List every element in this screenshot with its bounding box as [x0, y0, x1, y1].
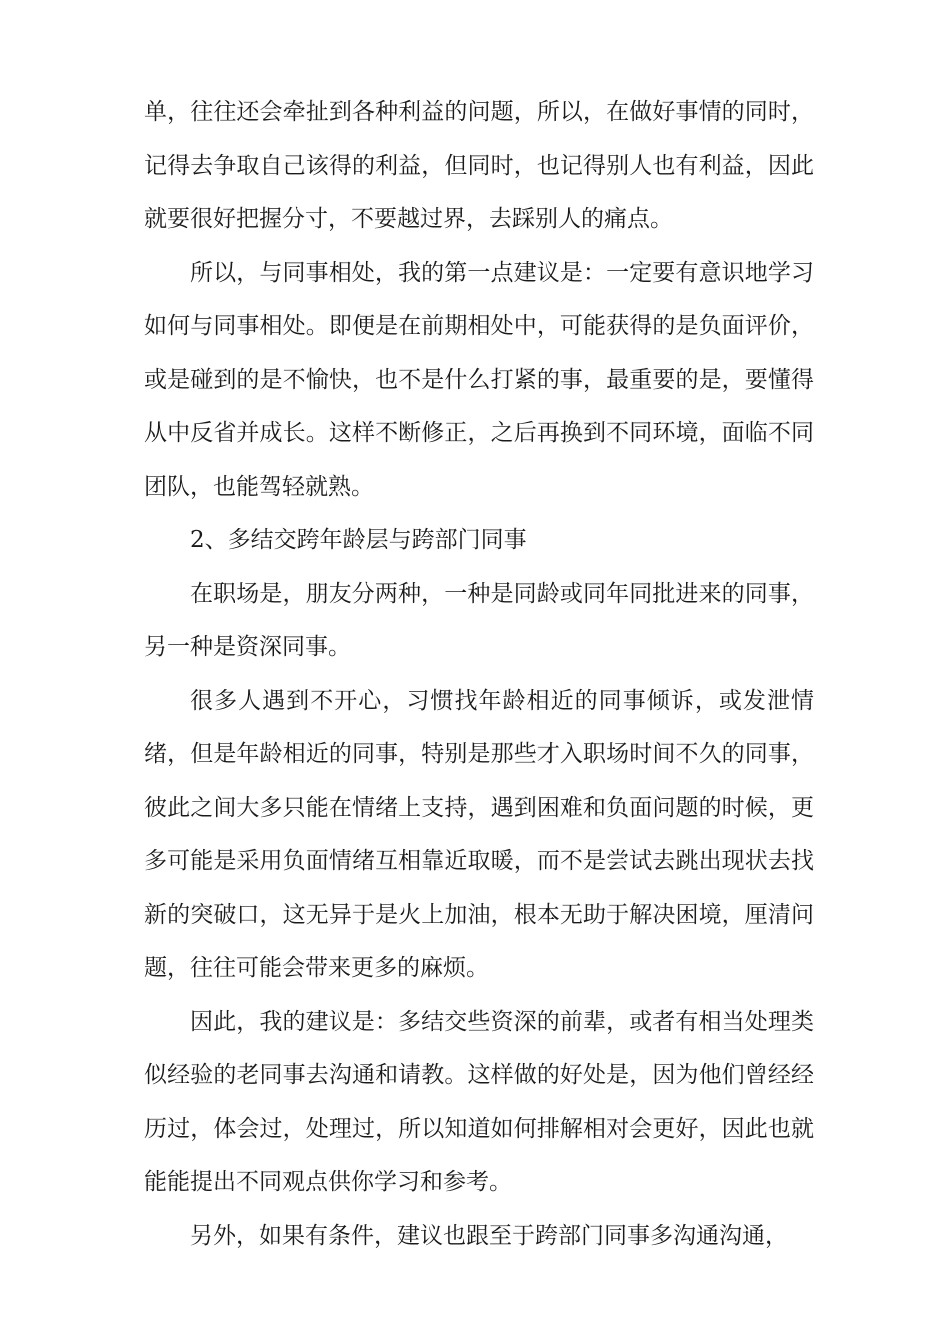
document-body [144, 86, 814, 1263]
paragraph-same-age-colleagues: 很多人遇到不开心，习惯找年龄相近的同事倾诉，或发泄情绪，但是年龄相近的同事，特别是那些才入职场时间不久的同事，彼此之间大多只能在情绪上支持，遇到困难和负面问题的时候，更多可能是采用负面情绪互相靠近取暖，而不是尝试去跳出现状去找新的突破口，这无异于是火上加油，根本无助于解决困境，厘清问题，往往可能会带来更多的麻烦。 [144, 687, 814, 981]
paragraph-cross-department: 另外，如果有条件，建议也跟至于跨部门同事多沟通沟通， [190, 1222, 788, 1249]
paragraph-senior-colleagues: 因此，我的建议是：多结交些资深的前辈，或者有相当处理类似经验的老同事去沟通和请教。这样做的好处是，因为他们曾经经历过，体会过，处理过，所以知道如何排解相对会更好，因此也就能能提出不同观点供你学习和参考。 [144, 1008, 814, 1195]
paragraph-continuation: 单，往往还会牵扯到各种利益的问题，所以，在做好事情的同时，记得去争取自己该得的利益，但同时，也记得别人也有利益，因此就要很好把握分寸，不要越过界，去踩别人的痛点。 [144, 99, 814, 232]
section-heading: 2、多结交跨年龄层与跨部门同事 [190, 527, 527, 553]
paragraph-two-kinds-of-friends: 在职场是，朋友分两种，一种是同龄或同年同批进来的同事，另一种是资深同事。 [144, 580, 814, 660]
paragraph-first-advice: 所以，与同事相处，我的第一点建议是：一定要有意识地学习如何与同事相处。即便是在前期相处中，可能获得的是负面评价，或是碰到的是不愉快，也不是什么打紧的事，最重要的是，要懂得从中反省并成长。这样不断修正，之后再换到不同环境，面临不同团队，也能驾轻就熟。 [144, 259, 814, 500]
